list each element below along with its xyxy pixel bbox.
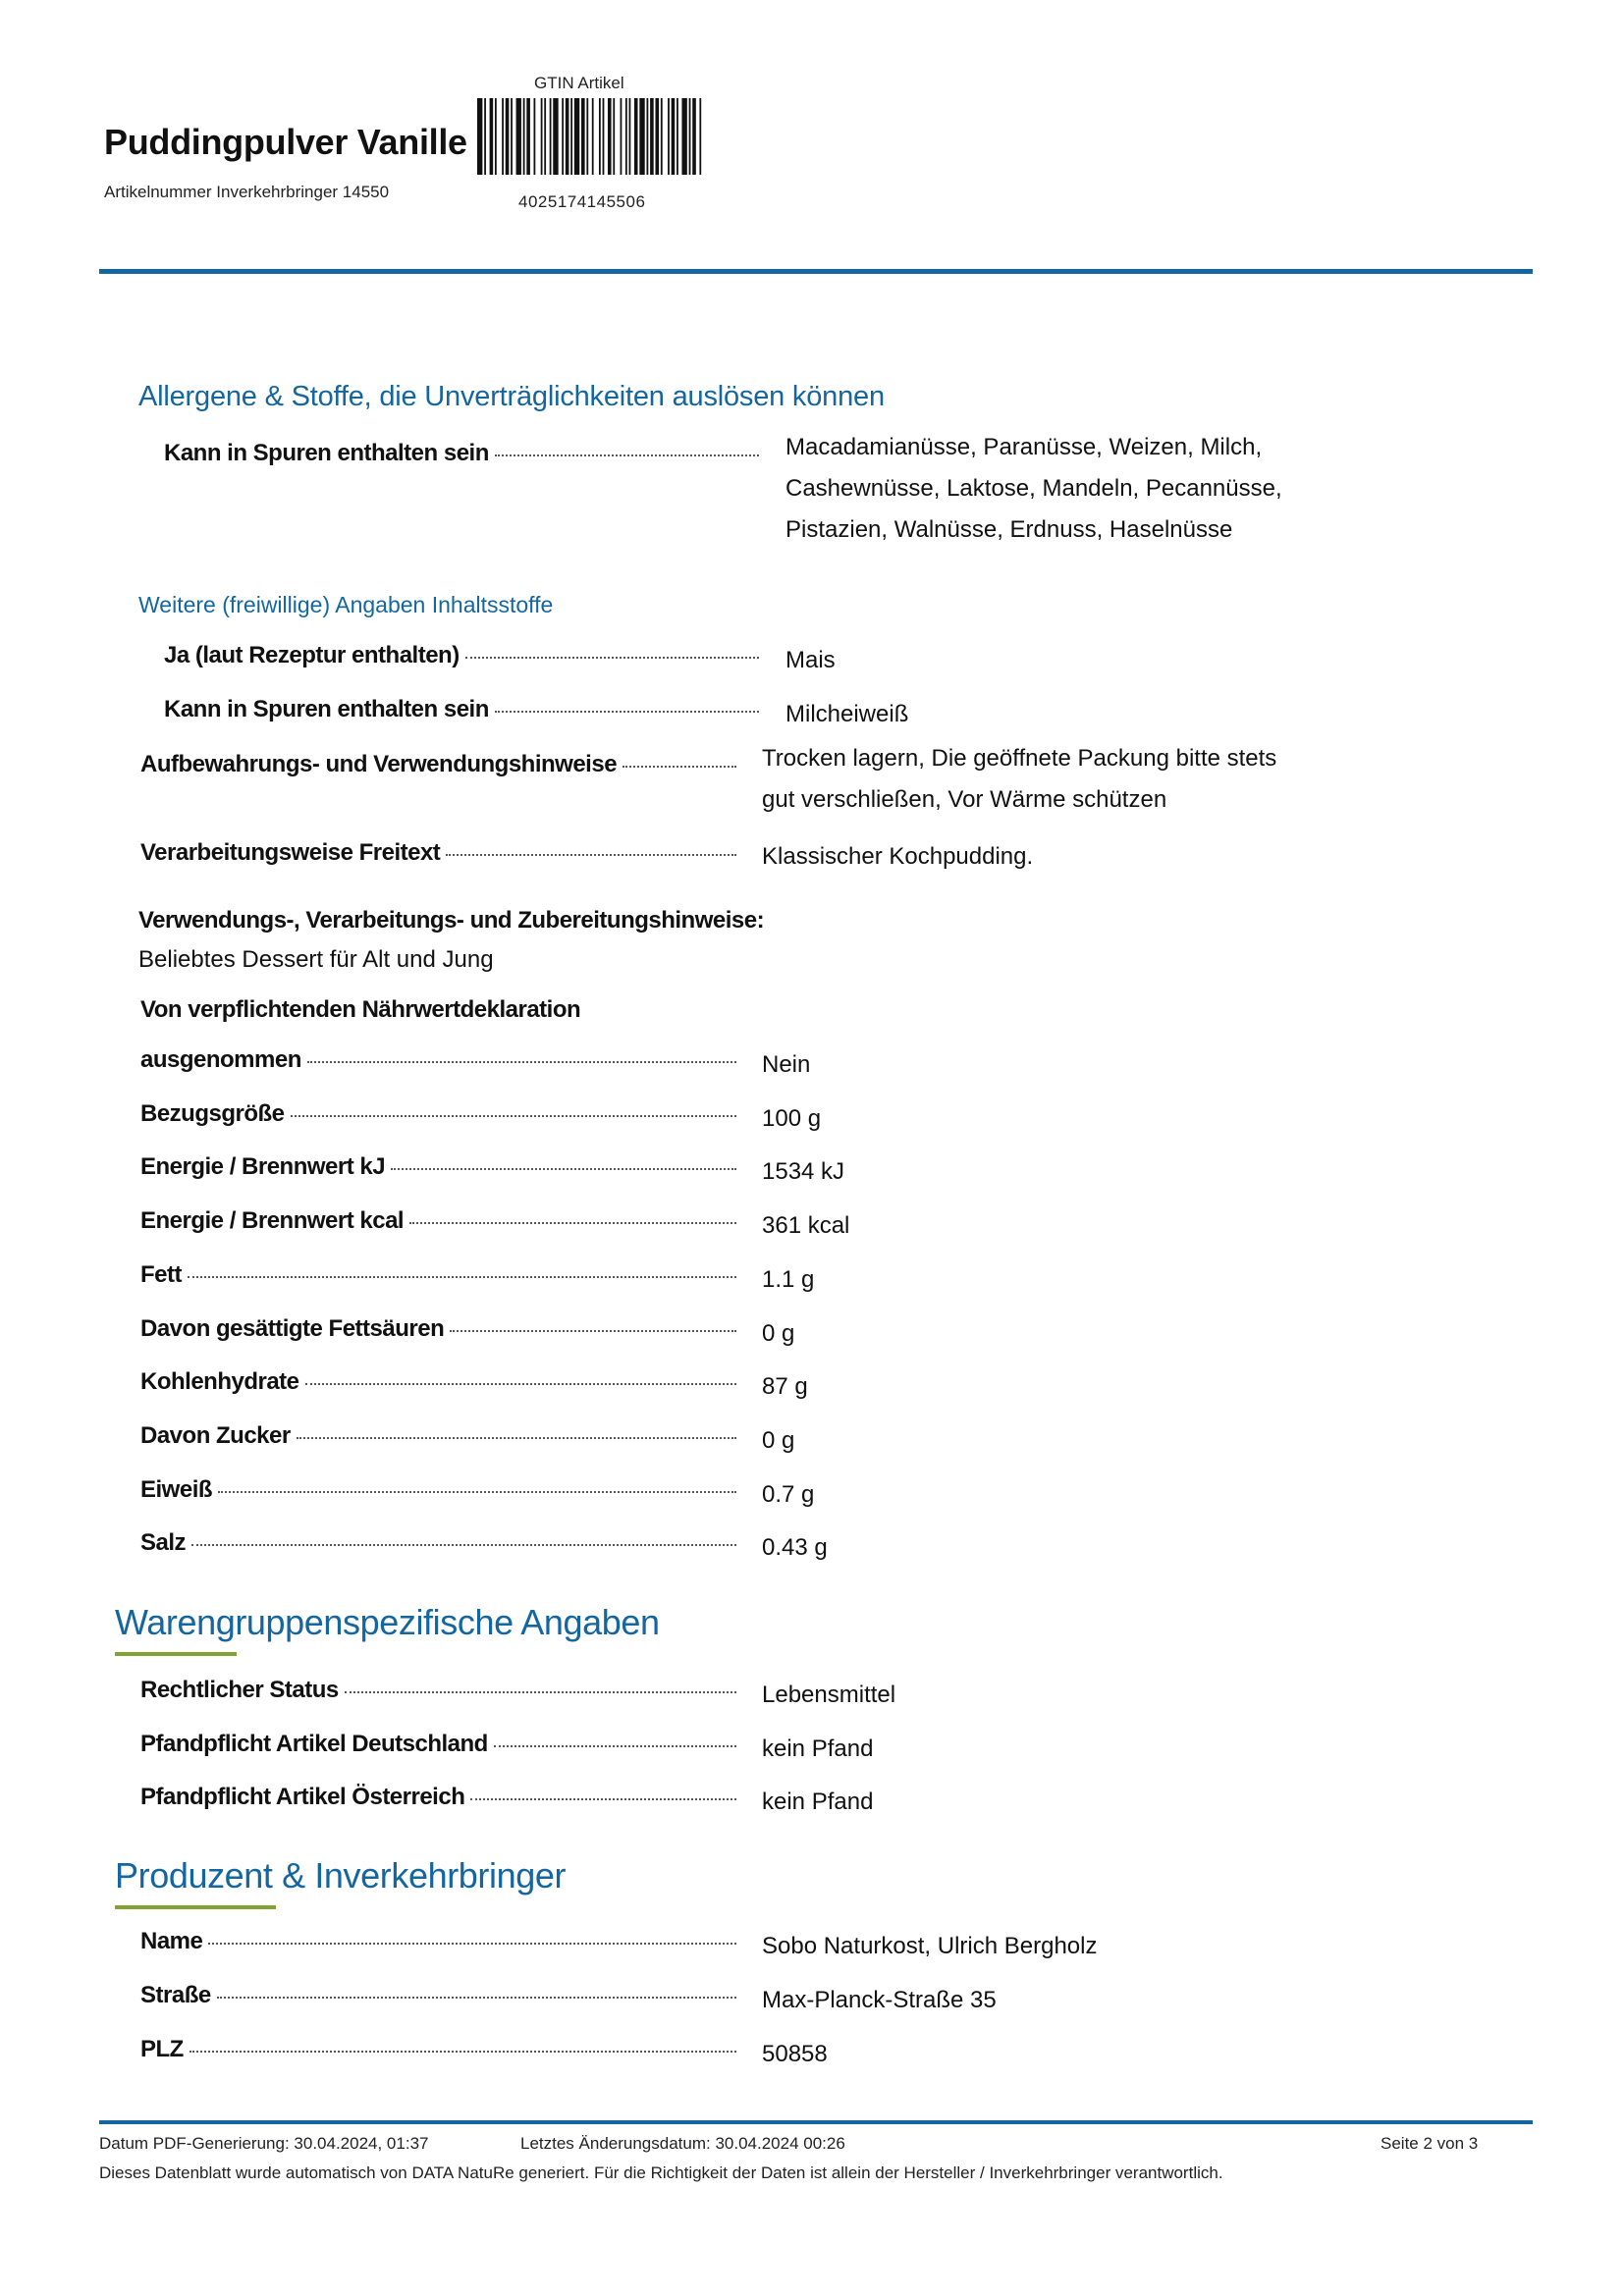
leader-dots [495, 711, 759, 713]
barcode-bar [650, 98, 654, 175]
barcode-bar [668, 98, 670, 175]
barcode-bar [692, 98, 696, 175]
traces-extra-value: Milcheiweiß [785, 701, 909, 727]
footer-modified: Letztes Änderungsdatum: 30.04.2024 00:26 [520, 2134, 845, 2153]
header-divider [99, 269, 1533, 274]
producer-row-value: Max-Planck-Straße 35 [762, 1987, 997, 2013]
barcode-bar [629, 98, 631, 175]
recipe-label [164, 642, 759, 669]
nutrition-row-value: 0.43 g [762, 1534, 828, 1562]
leader-dots [446, 854, 736, 856]
barcode-bar [634, 98, 638, 175]
nutrition-row-label [140, 1315, 736, 1343]
traces-label-text: Kann in Spuren enthalten sein [164, 440, 489, 466]
producer-heading: Produzent & Inverkehrbringer [115, 1855, 567, 1896]
nutrition-row-label-text: Bezugsgröße [140, 1099, 285, 1127]
nutrition-row-value: 1.1 g [762, 1265, 815, 1293]
leader-dots [494, 1745, 736, 1747]
nutrition-row-value: 361 kcal [762, 1212, 850, 1240]
barcode-bar [655, 98, 659, 175]
gtin-label: GTIN Artikel [534, 74, 624, 92]
nutrition-row-label-text: Kohlenhydrate [140, 1368, 299, 1396]
product-group-row-label-text: Rechtlicher Status [140, 1677, 339, 1703]
barcode-bar [689, 98, 691, 175]
barcode-bar [661, 98, 663, 175]
nutrition-row-value: 0 g [762, 1319, 795, 1347]
processing-value: Klassischer Kochpudding. [762, 843, 1034, 870]
leader-dots [188, 1276, 736, 1278]
product-group-underline [115, 1652, 237, 1656]
producer-row-label-text: PLZ [140, 2036, 184, 2062]
barcode-bar [599, 98, 601, 175]
barcode-bar [639, 98, 644, 175]
traces-label [164, 440, 759, 467]
storage-label [140, 751, 736, 778]
nutrition-exempt-heading: Von verpflichtenden Nährwertdeklaration [140, 996, 581, 1023]
producer-row-value: Sobo Naturkost, Ulrich Bergholz [762, 1933, 1098, 1959]
nutrition-row-label [140, 1368, 736, 1396]
nutrition-row-label [140, 1422, 736, 1450]
barcode-bar [490, 98, 494, 175]
producer-row-label [140, 1928, 736, 1955]
product-group-row-value: Lebensmittel [762, 1682, 896, 1708]
leader-dots [217, 1997, 736, 1999]
barcode-bar [566, 98, 569, 175]
nutrition-row-value: Nein [762, 1051, 811, 1078]
traces-extra-label-text: Kann in Spuren enthalten sein [164, 696, 489, 722]
nutrition-row-value: 100 g [762, 1104, 822, 1132]
barcode-bar [677, 98, 678, 175]
leader-dots [208, 1943, 736, 1945]
nutrition-row-label-text: ausgenommen [140, 1046, 301, 1073]
barcode-bar [621, 98, 623, 175]
nutrition-row-label [140, 1046, 736, 1074]
leader-dots [191, 1544, 736, 1546]
usage-heading: Verwendungs-, Verarbeitungs- und Zubereitungshinweise: [138, 907, 765, 934]
leader-dots [189, 2051, 736, 2053]
product-title: Puddingpulver Vanille [104, 122, 467, 162]
nutrition-row-value: 0.7 g [762, 1480, 815, 1508]
barcode-bar [516, 98, 521, 175]
leader-dots [307, 1061, 736, 1063]
leader-dots [495, 454, 759, 456]
traces-value-line-1: Macadamianüsse, Paranüsse, Weizen, Milch, [785, 434, 1263, 460]
nutrition-row-label [140, 1476, 736, 1504]
nutrition-row-label [140, 1529, 736, 1557]
barcode-bar [613, 98, 615, 175]
barcode-bar [523, 98, 525, 175]
product-group-row-label-text: Pfandpflicht Artikel Österreich [140, 1784, 465, 1810]
barcode-bar [534, 98, 536, 175]
product-group-row-label-text: Pfandpflicht Artikel Deutschland [140, 1730, 488, 1757]
nutrition-row-value: 1534 kJ [762, 1158, 845, 1186]
allergens-heading: Allergene & Stoffe, die Unverträglichkeiten auslösen können [138, 381, 885, 412]
barcode-bar [562, 98, 564, 175]
traces-value-line-3: Pistazien, Walnüsse, Erdnuss, Haselnüsse [785, 516, 1233, 543]
leader-dots [450, 1330, 736, 1332]
barcode-bar [603, 98, 605, 175]
barcode-bar [511, 98, 513, 175]
nutrition-row-label-text: Fett [140, 1260, 182, 1288]
producer-row-label [140, 1982, 736, 2009]
footer-page-number: Seite 2 von 3 [1380, 2134, 1479, 2153]
recipe-label-text: Ja (laut Rezeptur enthalten) [164, 642, 460, 668]
producer-row-label-text: Name [140, 1928, 203, 1954]
footer-generated: Datum PDF-Generierung: 30.04.2024, 01:37 [99, 2134, 429, 2153]
footer-disclaimer: Dieses Datenblatt wurde automatisch von DATA NatuRe generiert. Für die Richtigkeit der Daten ist allein der Hersteller / Inverkehrbringer verantwortlich. [99, 2163, 1223, 2182]
nutrition-row-label-text: Davon Zucker [140, 1421, 291, 1449]
product-group-row-label [140, 1677, 736, 1704]
leader-dots [218, 1491, 736, 1493]
leader-dots [297, 1437, 736, 1439]
product-group-row-label [140, 1784, 736, 1811]
nutrition-row-label [140, 1261, 736, 1289]
product-group-row-label [140, 1731, 736, 1758]
nutrition-row-label-text: Energie / Brennwert kJ [140, 1153, 386, 1181]
leader-dots [623, 766, 736, 768]
barcode-bar [608, 98, 612, 175]
storage-value-line-2: gut verschließen, Vor Wärme schützen [762, 786, 1167, 813]
product-group-row-value: kein Pfand [762, 1735, 874, 1762]
barcode-bar [477, 98, 482, 175]
nutrition-row-label-text: Energie / Brennwert kcal [140, 1207, 405, 1235]
article-number: Artikelnummer Inverkehrbringer 14550 [104, 183, 390, 201]
barcode-bar [526, 98, 530, 175]
nutrition-row-label [140, 1153, 736, 1181]
storage-value-line-1: Trocken lagern, Die geöffnete Packung bitte stets [762, 745, 1277, 772]
leader-dots [345, 1691, 736, 1693]
leader-dots [305, 1383, 736, 1385]
barcode-bar [681, 98, 686, 175]
barcode-bar [586, 98, 588, 175]
gtin-number: 4025174145506 [518, 192, 646, 211]
barcode-bar [544, 98, 546, 175]
recipe-value: Mais [785, 647, 836, 673]
barcode-bar [647, 98, 649, 175]
barcode-bar [541, 98, 543, 175]
barcode-bar [581, 98, 585, 175]
usage-text: Beliebtes Dessert für Alt und Jung [138, 946, 494, 973]
barcode-bar [502, 98, 504, 175]
barcode-bar [574, 98, 579, 175]
barcode-bar [550, 98, 552, 175]
barcode-bar [625, 98, 627, 175]
barcode-bar [484, 98, 486, 175]
nutrition-row-label-text: Salz [140, 1529, 187, 1557]
traces-value-line-2: Cashewnüsse, Laktose, Mandeln, Pecannüsse, [785, 475, 1282, 502]
nutrition-row-label-text: Davon gesättigte Fettsäuren [140, 1314, 445, 1342]
leader-dots [465, 657, 759, 659]
barcode-bar [506, 98, 510, 175]
product-group-row-value: kein Pfand [762, 1789, 874, 1815]
barcode-bar [495, 98, 497, 175]
nutrition-row-value: 87 g [762, 1373, 808, 1401]
nutrition-row-label-text: Eiweiß [140, 1475, 213, 1503]
product-group-heading: Warengruppenspezifische Angaben [115, 1602, 660, 1642]
barcode-bar [699, 98, 701, 175]
leader-dots [391, 1168, 736, 1170]
processing-label [140, 839, 736, 867]
nutrition-row-label [140, 1207, 736, 1235]
storage-label-text: Aufbewahrungs- und Verwendungshinweise [140, 751, 618, 777]
barcode-bar [553, 98, 558, 175]
nutrition-row-value: 0 g [762, 1426, 795, 1454]
barcode-image [477, 98, 703, 175]
barcode-bar [592, 98, 594, 175]
nutrition-row-label [140, 1100, 736, 1128]
traces-extra-label [164, 696, 759, 723]
additional-ingredients-heading: Weitere (freiwillige) Angaben Inhaltsstoffe [138, 592, 554, 617]
producer-underline [115, 1905, 276, 1909]
barcode-bar [570, 98, 572, 175]
footer-divider [99, 2120, 1533, 2124]
leader-dots [470, 1798, 736, 1800]
processing-label-text: Verarbeitungsweise Freitext [140, 839, 441, 866]
barcode-bar [672, 98, 676, 175]
leader-dots [291, 1115, 736, 1117]
producer-row-label [140, 2036, 736, 2063]
producer-row-label-text: Straße [140, 1982, 211, 2008]
leader-dots [409, 1222, 736, 1224]
producer-row-value: 50858 [762, 2041, 828, 2067]
